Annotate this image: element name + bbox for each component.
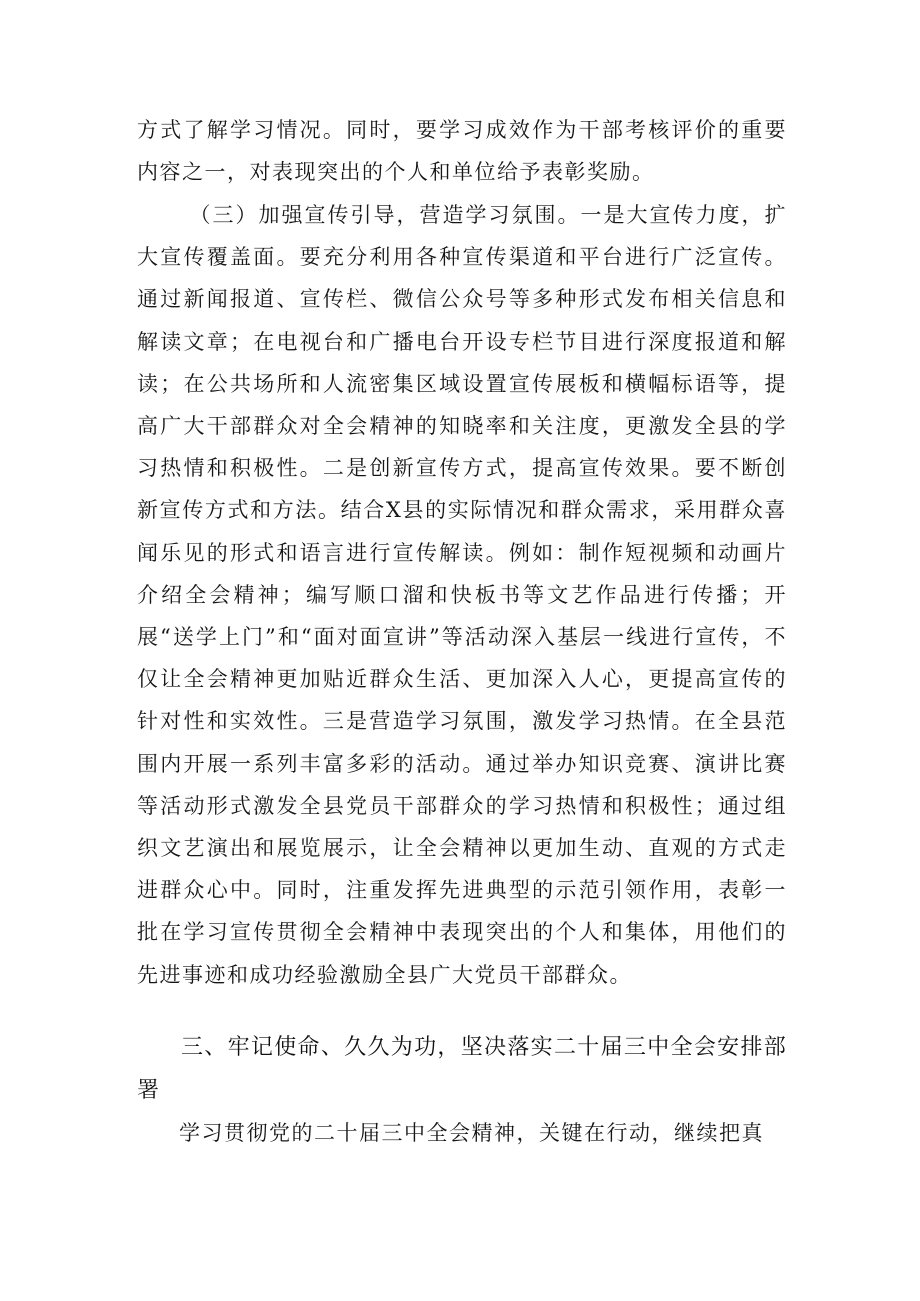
paragraph-publicity-guidance: （三）加强宣传引导，营造学习氛围。一是大宣传力度，扩大宣传覆盖面。要充分利用各种宣传渠道和平台进行广泛宣传。通过新闻报道、宣传栏、微信公众号等多种形式发布相关信息和解读文章；在电视台和广播电台开设专栏节目进行深度报道和解读；在公共场所和人流密集区域设置宣传展板和横幅标语等，提高广大干部群众对全会精神的知晓率和关注度，更激发全县的学习热情和积极性。二是创新宣传方式，提高宣传效果。要不断创新宣传方式和方法。结合X县的实际情况和群众需求，采用群众喜闻乐见的形式和语言进行宣传解读。例如：制作短视频和动画片介绍全会精神；编写顺口溜和快板书等文艺作品进行传播；开展“送学上门”和“面对面宣讲”等活动深入基层一线进行宣传，不仅让全会精神更加贴近群众生活、更加深入人心，更提高宣传的针对性和实效性。三是营造学习氛围，激发学习热情。在全县范围内开展一系列丰富多彩的活动。通过举办知识竞赛、演讲比赛等活动形式激发全县党员干部群众的学习热情和积极性；通过组织文艺演出和展览展示，让全会精神以更加生动、直观的方式走进群众心中。同时，注重发挥先进典型的示范引领作用，表彰一批在学习宣传贯彻全会精神中表现突出的个人和集体，用他们的先进事迹和成功经验激励全县广大党员干部群众。 — [137, 203, 787, 987]
paragraph-assessment: 方式了解学习情况。同时，要学习成效作为干部考核评价的重要内容之一，对表现突出的个人和单位给予表彰奖励。 — [137, 118, 787, 185]
section-heading: 三、牢记使命、久久为功，坚决落实二十届三中全会安排部署 — [137, 1035, 787, 1103]
paragraph-implementation-intro: 学习贯彻党的二十届三中全会精神，关键在行动，继续把真 — [179, 1121, 764, 1145]
